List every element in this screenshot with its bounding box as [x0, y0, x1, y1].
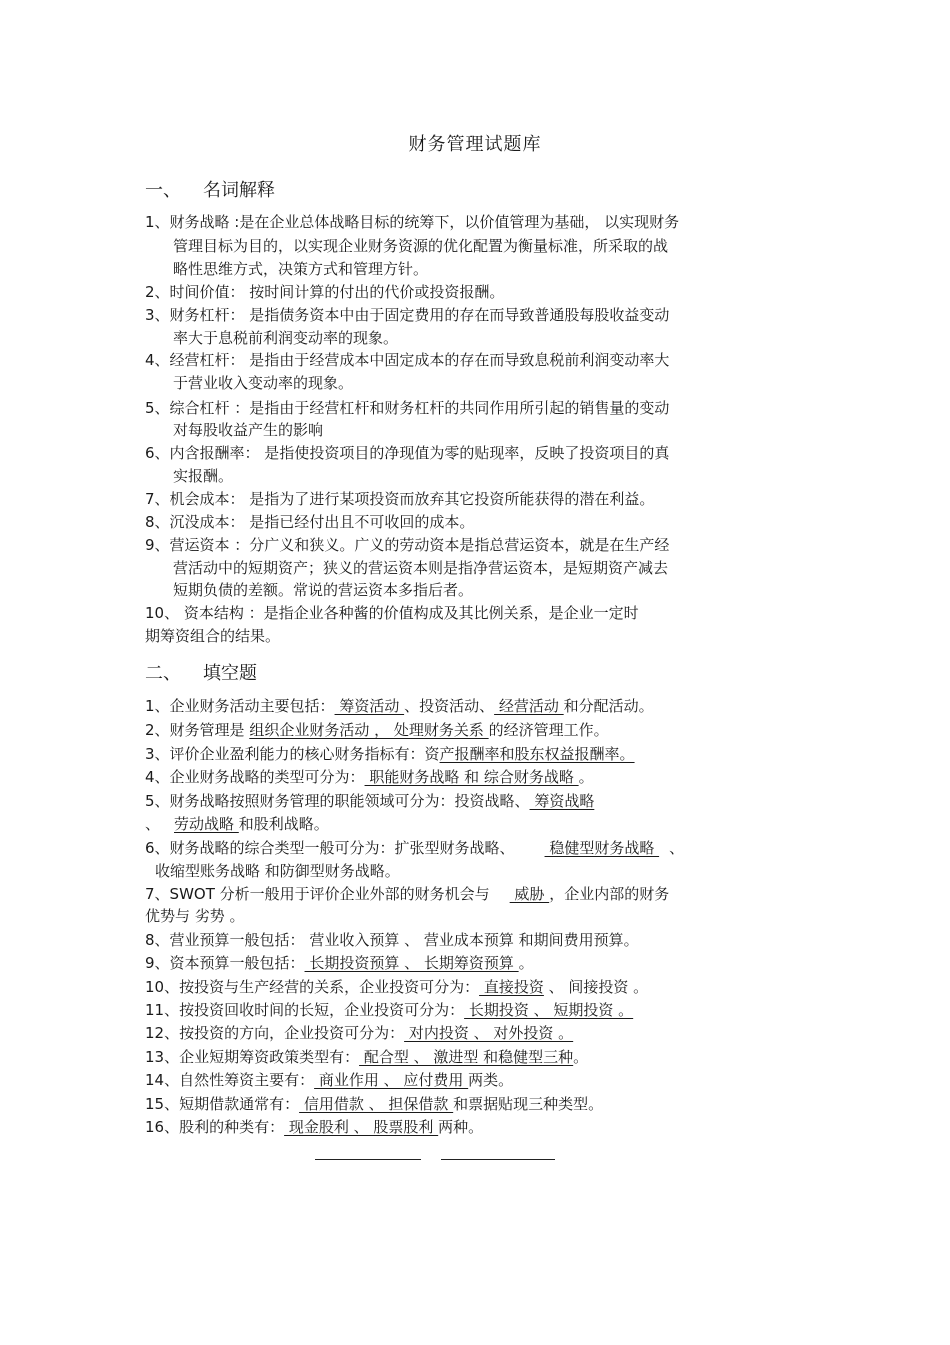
definition-line: 实报酬。 — [173, 467, 234, 485]
definition-line: 率大于息税前利润变动率的现象。 — [173, 329, 399, 347]
answer-blank: 劳动战略 — [174, 815, 239, 833]
question-line — [145, 696, 654, 716]
question-line — [145, 791, 594, 811]
answer-blank: 商业作用 、 应付费用 — [314, 1071, 469, 1089]
question-text: 的经济管理工作。 — [488, 721, 609, 739]
definition-line: 1、财务战略 :是在企业总体战略目标的统筹下，以价值管理为基础， 以实现财务 — [145, 213, 680, 231]
answer-blank: 长期投资 、 短期投资 。 — [464, 1001, 634, 1019]
answer-blank: 筹资活动 — [334, 697, 405, 715]
definition-line: 于营业收入变动率的现象。 — [173, 374, 354, 392]
answer-blank: 直接投资 — [479, 978, 544, 996]
answer-blank: 职能财务战略 和 综合财务战略 — [364, 768, 579, 786]
question-text: 10、按投资与生产经营的关系，企业投资可分为： — [145, 978, 480, 996]
answer-blank: 产报酬率和股东权益报酬率。 — [439, 745, 635, 763]
question-text: 、 — [669, 839, 685, 857]
question-line — [145, 814, 329, 834]
question-text: 15、短期借款通常有： — [145, 1095, 300, 1113]
question-line — [145, 977, 648, 997]
question-text: 16、股利的种类有： — [145, 1118, 285, 1136]
definition-line: 6、内含报酬率： 是指使投资项目的净现值为零的贴现率，反映了投资项目的真 — [145, 444, 670, 462]
answer-blank: 经营活动 — [494, 697, 564, 715]
question-text: 14、自然性筹资主要有： — [145, 1071, 315, 1089]
question-line — [145, 884, 669, 904]
question-text: 两种。 — [438, 1118, 484, 1136]
question-text: 7、SWOT 分析一般用于评价企业外部的财务机会与 — [145, 885, 490, 903]
answer-blank: 现金股利 、 股票股利 — [284, 1118, 439, 1136]
definition-line: 7、机会成本： 是指为了进行某项投资而放弃其它投资所能获得的潜在利益。 — [145, 490, 655, 508]
section-title: 填空题 — [203, 663, 257, 684]
question-text: 6、财务战略的综合类型一般可分为：扩张型财务战略、 — [145, 839, 515, 857]
definition-line: 10、 资本结构 ：是指企业各种酱的价值构成及其比例关系，是企业一定时 — [145, 604, 639, 622]
question-text: 9、资本预算一般包括： — [145, 954, 305, 972]
page-title: 财务管理试题库 — [408, 134, 542, 155]
definition-line: 营活动中的短期资产；狭义的营运资本则是指净营运资本，是短期资产减去 — [173, 559, 669, 577]
section-heading-fill-in — [145, 659, 257, 685]
question-text: 。 — [573, 1048, 589, 1066]
definition-line: 略性思维方式，决策方式和管理方针。 — [173, 260, 429, 278]
question-line — [145, 838, 684, 858]
question-text: 8、营业预算一般包括： 营业收入预算 、 营业成本预算 和期间费用预算。 — [145, 931, 639, 949]
question-line — [145, 720, 609, 740]
section-number: 一、 — [145, 180, 181, 201]
question-text: 5、财务战略按照财务管理的职能领域可分为：投资战略、 — [145, 792, 530, 810]
question-text: 4、企业财务战略的类型可分为： — [145, 768, 365, 786]
definition-line: 9、营运资本 ：分广义和狭义。广义的劳动资本是指总营运资本，就是在生产经 — [145, 536, 670, 554]
section-number: 二、 — [145, 663, 181, 684]
definition-line: 4、经营杠杆： 是指由于经营成本中固定成本的存在而导致息税前利润变动率大 — [145, 351, 670, 369]
definition-line: 3、财务杠杆： 是指债务资本中由于固定费用的存在而导致普通股每股收益变动 — [145, 306, 670, 324]
question-line — [155, 861, 400, 881]
question-line — [145, 1117, 483, 1137]
definition-line: 短期负债的差额。常说的营运资本多指后者。 — [173, 581, 474, 599]
question-text: 2、财务管理是 — [145, 721, 250, 739]
blank-rule — [315, 1159, 421, 1160]
question-text: 1、企业财务活动主要包括： — [145, 697, 335, 715]
section-heading-definitions — [145, 176, 275, 202]
question-line — [145, 1047, 588, 1067]
section-title: 名词解释 — [203, 180, 275, 201]
question-line — [145, 767, 594, 787]
answer-blank: 配合型 、 激进型 和稳健型三种 — [359, 1048, 574, 1066]
question-text: 3、评价企业盈利能力的核心财务指标有：资 — [145, 745, 440, 763]
question-text: 。 — [578, 768, 594, 786]
question-line — [145, 1023, 573, 1043]
question-line — [145, 953, 534, 973]
definition-line: 管理目标为目的，以实现企业财务资源的优化配置为衡量标准，所采取的战 — [173, 237, 669, 255]
question-text: 收缩型账务战略 和防御型财务战略。 — [155, 862, 400, 880]
question-line — [145, 744, 635, 764]
question-text: 和股利战略。 — [238, 815, 329, 833]
answer-blank: 对内投资 、 对外投资 。 — [404, 1024, 574, 1042]
question-text: 两类。 — [468, 1071, 514, 1089]
question-text: 。 — [518, 954, 534, 972]
question-text: ，企业内部的财务 — [549, 885, 670, 903]
answer-blank: 威胁 — [509, 885, 550, 903]
question-text: 13、企业短期筹资政策类型有： — [145, 1048, 360, 1066]
blank-rule — [441, 1159, 555, 1160]
question-text: 12、按投资的方向，企业投资可分为： — [145, 1024, 405, 1042]
question-line — [145, 1094, 603, 1114]
answer-blank: 筹资战略 — [529, 792, 595, 810]
answer-blank: 组织企业财务活动 ， 处理财务关系 — [249, 721, 489, 739]
question-text: 11、按投资回收时间的长短，企业投资可分为： — [145, 1001, 465, 1019]
question-line — [145, 1000, 633, 1020]
question-text: 、 — [145, 815, 161, 833]
definition-line: 2、时间价值： 按时间计算的付出的代价或投资报酬。 — [145, 283, 505, 301]
answer-blank: 稳健型财务战略 — [544, 839, 660, 857]
definition-line: 对每股收益产生的影响 — [173, 421, 324, 439]
definition-line: 8、沉没成本： 是指已经付出且不可收回的成本。 — [145, 513, 475, 531]
answer-blank: 长期投资预算 、 长期筹资预算 — [304, 954, 519, 972]
definition-line: 5、综合杠杆 ：是指由于经营杠杆和财务杠杆的共同作用所引起的销售量的变动 — [145, 399, 670, 417]
question-text: 优势与 劣势 。 — [145, 907, 245, 925]
answer-blank: 信用借款 、 担保借款 — [299, 1095, 454, 1113]
question-text: 和票据贴现三种类型。 — [453, 1095, 604, 1113]
question-line — [145, 930, 639, 950]
question-text: 和分配活动。 — [563, 697, 654, 715]
question-text: 、投资活动、 — [404, 697, 495, 715]
question-line — [145, 906, 245, 926]
question-line — [145, 1070, 513, 1090]
question-text: 、 间接投资 。 — [543, 978, 649, 996]
definition-line: 期筹资组合的结果。 — [145, 627, 281, 645]
